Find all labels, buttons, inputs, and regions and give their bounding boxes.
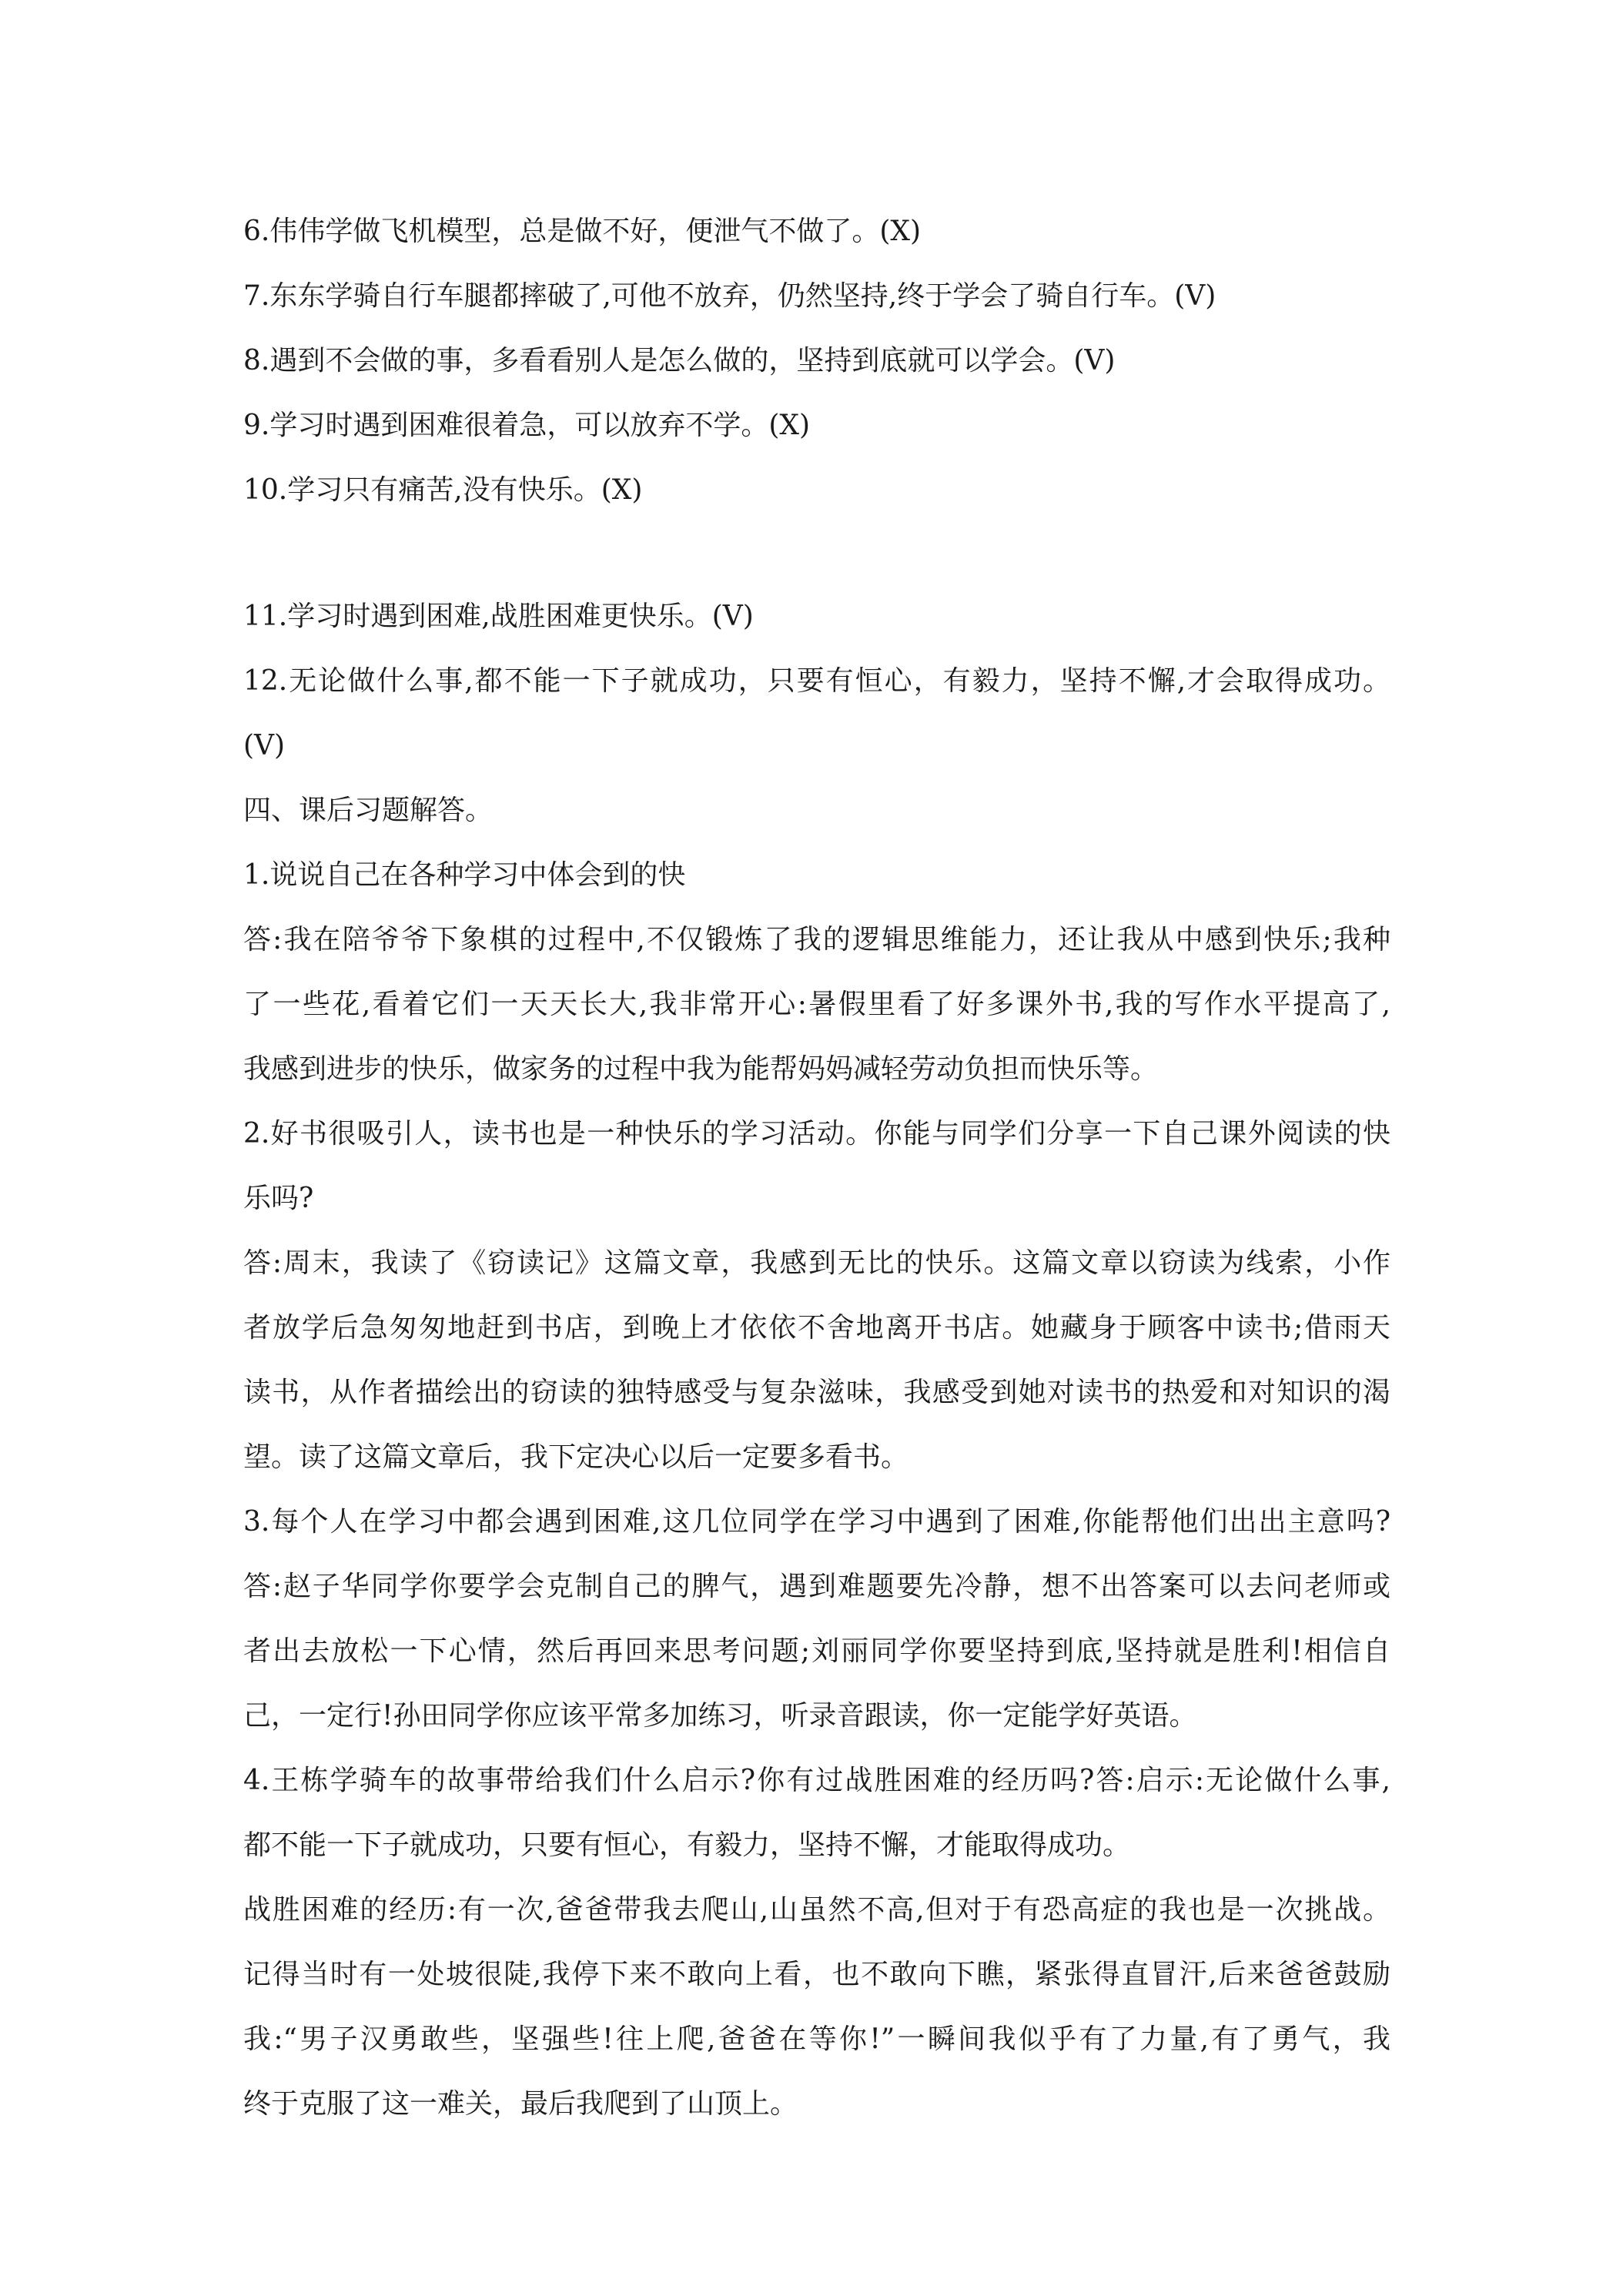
answer-line-9: 读书，从作者描绘出的窃读的独特感受与复杂滋味，我感受到她对读书的热爱和对知识的渴 bbox=[243, 1377, 1390, 1408]
answer-line-5: 2.好书很吸引人，读书也是一种快乐的学习活动。你能与同学们分享一下自己课外阅读的快 bbox=[243, 1118, 1390, 1150]
answer-line-1: 1.说说自己在各种学习中体会到的快 bbox=[243, 859, 686, 891]
answer-line-14: 己，一定行!孙田同学你应该平常多加练习，听录音跟读，你一定能学好英语。 bbox=[243, 1700, 1197, 1732]
judgment-item-11: 11.学习时遇到困难,战胜困难更快乐。(V) bbox=[243, 601, 754, 632]
answer-line-7: 答:周末，我读了《窃读记》这篇文章，我感到无比的快乐。这篇文章以窃读为线索，小作 bbox=[243, 1247, 1390, 1279]
answer-line-16: 都不能一下子就成功，只要有恒心，有毅力，坚持不懈，才能取得成功。 bbox=[243, 1829, 1131, 1861]
answer-line-8: 者放学后急匆匆地赶到书店，到晚上才依依不舍地离开书店。她藏身于顾客中读书;借雨天 bbox=[243, 1312, 1390, 1344]
answer-line-10: 望。读了这篇文章后，我下定决心以后一定要多看书。 bbox=[243, 1441, 909, 1473]
answer-line-19: 我:“男子汉勇敢些，坚强些!往上爬,爸爸在等你!”一瞬间我似乎有了力量,有了勇气，我 bbox=[243, 2023, 1390, 2055]
answer-line-18: 记得当时有一处坡很陡,我停下来不敢向上看，也不敢向下瞧，紧张得直冒汗,后来爸爸鼓励 bbox=[243, 1959, 1390, 1990]
judgment-item-6: 6.伟伟学做飞机模型，总是做不好，便泄气不做了。(X) bbox=[243, 216, 922, 247]
answer-line-15: 4.王栋学骑车的故事带给我们什么启示?你有过战胜困难的经历吗?答:启示:无论做什么事, bbox=[243, 1765, 1390, 1796]
answer-line-20: 终于克服了这一难关，最后我爬到了山顶上。 bbox=[243, 2088, 798, 2120]
answer-line-6: 乐吗? bbox=[243, 1183, 314, 1214]
judgment-item-9: 9.学习时遇到困难很着急，可以放弃不学。(X) bbox=[243, 410, 811, 441]
answer-line-13: 者出去放松一下心情，然后再回来思考问题;刘丽同学你要坚持到底,坚持就是胜利!相信自 bbox=[243, 1635, 1390, 1667]
judgment-item-12-mark: (V) bbox=[243, 730, 286, 761]
judgment-item-8: 8.遇到不会做的事，多看看别人是怎么做的，坚持到底就可以学会。(V) bbox=[243, 345, 1116, 377]
judgment-item-7: 7.东东学骑自行车腿都摔破了,可他不放弃，仍然坚持,终于学会了骑自行车。(V) bbox=[243, 280, 1216, 312]
section-heading: 四、课后习题解答。 bbox=[243, 795, 494, 826]
answer-line-17: 战胜困难的经历:有一次,爸爸带我去爬山,山虽然不高,但对于有恐高症的我也是一次挑战。 bbox=[243, 1894, 1390, 1926]
answer-line-2: 答:我在陪爷爷下象棋的过程中,不仅锻炼了我的逻辑思维能力，还让我从中感到快乐;我种 bbox=[243, 924, 1390, 956]
answer-line-12: 答:赵子华同学你要学会克制自己的脾气，遇到难题要先冷静，想不出答案可以去问老师或 bbox=[243, 1571, 1390, 1602]
answer-line-3: 了一些花,看着它们一天天长大,我非常开心:暑假里看了好多课外书,我的写作水平提高了, bbox=[243, 989, 1390, 1020]
answer-line-4: 我感到进步的快乐，做家务的过程中我为能帮妈妈减轻劳动负担而快乐等。 bbox=[243, 1053, 1159, 1085]
judgment-item-12: 12.无论做什么事,都不能一下子就成功，只要有恒心，有毅力，坚持不懈,才会取得成功。 bbox=[243, 665, 1390, 697]
judgment-item-10: 10.学习只有痛苦,没有快乐。(X) bbox=[243, 474, 643, 506]
answer-line-11: 3.每个人在学习中都会遇到困难,这几位同学在学习中遇到了困难,你能帮他们出出主意吗? bbox=[243, 1506, 1390, 1538]
